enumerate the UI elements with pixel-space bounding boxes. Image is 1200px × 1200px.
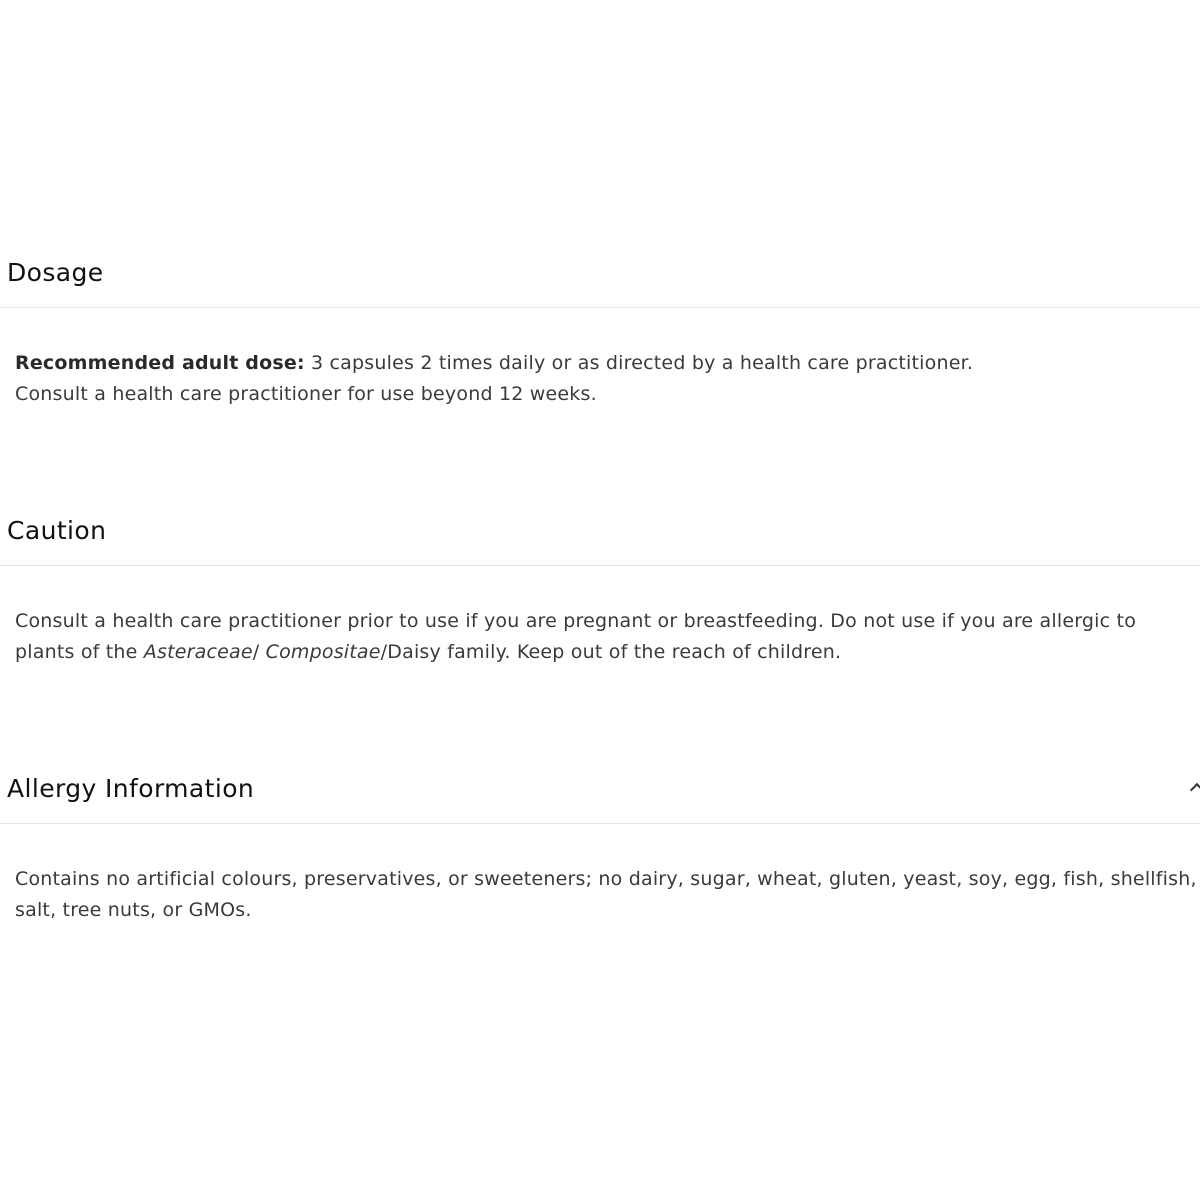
- allergy-text: Contains no artificial colours, preservatives, or sweeteners; no dairy, sugar, wheat, gluten, yeast, soy, egg, fish, shellfish, salt, tree nuts, or GMOs.: [15, 868, 1197, 921]
- allergy-title: Allergy Information: [7, 774, 255, 803]
- dosage-body: [15, 348, 1200, 410]
- dosage-line-2: Consult a health care practitioner for use beyond 12 weeks.: [15, 383, 597, 405]
- caution-body: [15, 606, 1200, 668]
- dosage-line-1: [15, 348, 1200, 379]
- recommended-dose-label: Recommended adult dose:: [15, 352, 305, 374]
- caution-header[interactable]: [0, 502, 1200, 566]
- caution-title: Caution: [7, 516, 107, 545]
- caution-text-part-2: Daisy family. Keep out of the reach of children.: [387, 641, 842, 663]
- caution-separator-1: /: [252, 641, 266, 663]
- asteraceae-term: Asteraceae: [143, 641, 253, 663]
- allergy-header[interactable]: [0, 760, 1200, 824]
- dosage-header[interactable]: [0, 244, 1200, 308]
- dosage-title: Dosage: [7, 258, 104, 287]
- chevron-up-icon[interactable]: [1190, 783, 1200, 797]
- recommended-dose-text: 3 capsules 2 times daily or as directed by a health care practitioner.: [304, 352, 974, 374]
- caution-separator-2: /: [380, 641, 388, 663]
- caution-text: [15, 606, 1200, 668]
- caution-text-part-1: Consult a health care practitioner prior to use if you are pregnant or breastfeeding. Do not use if you are allergic to plants of the: [15, 610, 1137, 663]
- allergy-body: [15, 864, 1200, 926]
- compositae-term: Compositae: [265, 641, 381, 663]
